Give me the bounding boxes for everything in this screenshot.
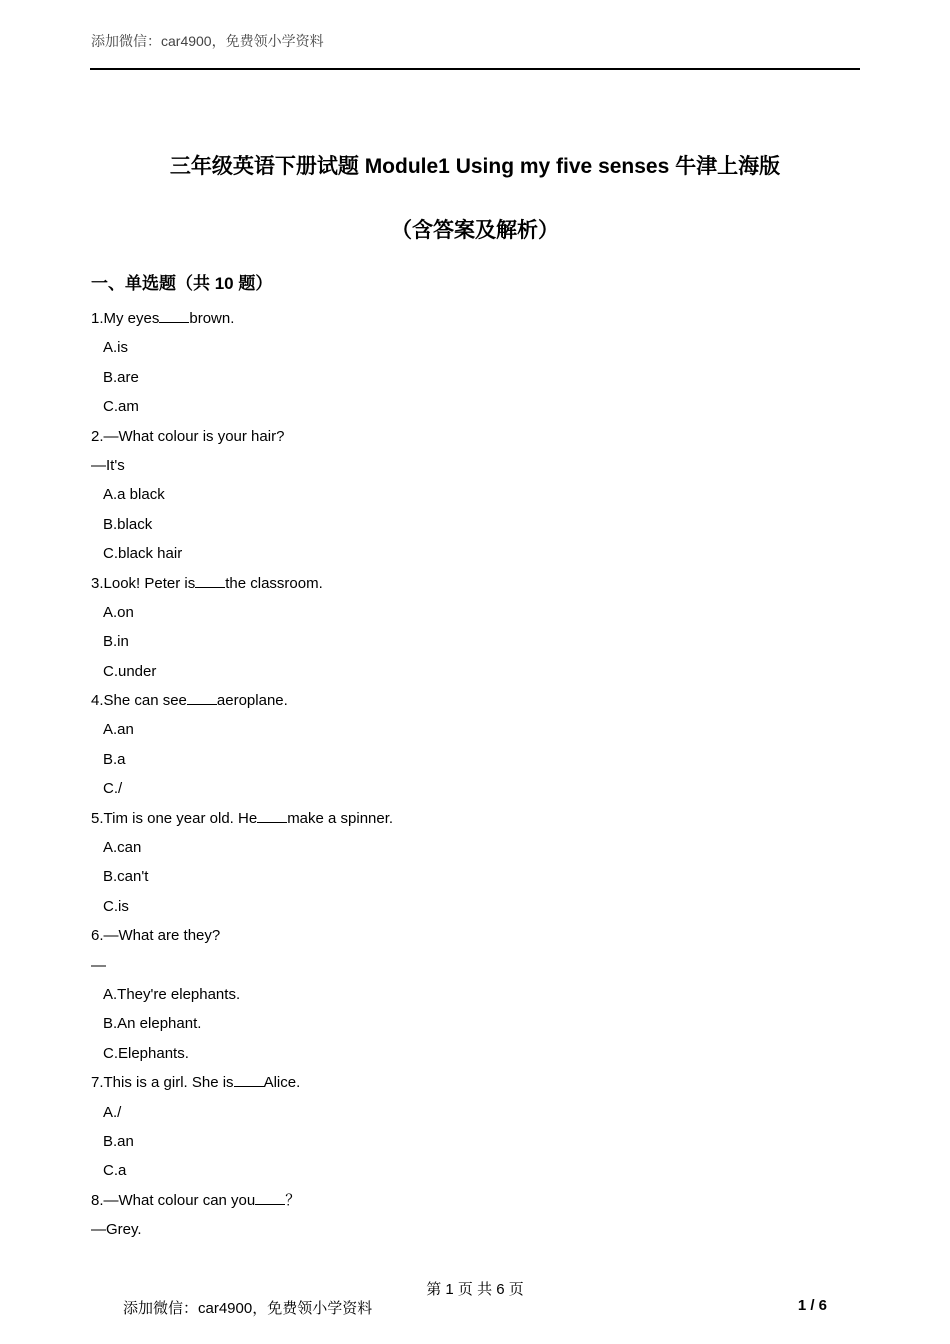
- answer-blank: [195, 574, 225, 588]
- question-stem: [91, 808, 871, 837]
- answer-option: C.Elephants.: [103, 1044, 189, 1062]
- page-indicator: 第 1 页 共 6 页: [426, 1281, 524, 1298]
- answer-option: A.an: [103, 721, 134, 739]
- question-text: 2.—What colour is your hair?: [91, 427, 285, 445]
- question-stem: [91, 426, 871, 455]
- question-text: —: [91, 956, 106, 974]
- question-text: —It's: [91, 456, 125, 474]
- question-list: [91, 308, 871, 1249]
- document-subtitle: （含答案及解析）: [391, 219, 559, 242]
- answer-option: C.under: [103, 662, 157, 680]
- section-heading: 一、单选题（共 10 题）: [91, 274, 273, 293]
- question-stem: [91, 1190, 871, 1219]
- answer-option: B.can't: [103, 868, 149, 886]
- question-stem: [91, 308, 871, 337]
- answer-blank: [159, 309, 189, 323]
- header-text: 添加微信：car4900，免费领小学资料: [91, 33, 324, 49]
- question-text: —Grey.: [91, 1221, 142, 1239]
- question-text: 6.—What are they?: [91, 927, 221, 945]
- answer-option: B.are: [103, 368, 139, 386]
- answer-option: A.is: [103, 339, 129, 357]
- answer-option: A.They're elephants.: [103, 985, 241, 1003]
- question-stem: [91, 690, 871, 719]
- question-stem: [91, 573, 871, 602]
- page-count: 1 / 6: [797, 1297, 827, 1314]
- question-line: [91, 455, 871, 484]
- question-item: [91, 690, 871, 808]
- question-text-after: the classroom.: [225, 574, 323, 592]
- question-text-after: aeroplane.: [216, 692, 288, 710]
- answer-blank: [255, 1191, 285, 1205]
- answer-blank: [187, 691, 217, 705]
- question-stem: [91, 1072, 871, 1101]
- answer-option: B.black: [103, 515, 153, 533]
- answer-option: A./: [103, 1103, 122, 1121]
- answer-blank: [257, 809, 287, 823]
- question-item: [91, 808, 871, 926]
- answer-option: A.on: [103, 603, 134, 621]
- question-item: [91, 925, 871, 1072]
- question-text: 5.Tim is one year old. He: [91, 809, 258, 827]
- footer-text: 添加微信：car4900，免费领小学资料: [123, 1300, 373, 1317]
- question-item: [91, 573, 871, 691]
- question-text-after: ？: [285, 1191, 301, 1209]
- question-text: 8.—What colour can you: [91, 1191, 256, 1209]
- question-text: 1.My eyes: [91, 310, 160, 327]
- question-item: [91, 1190, 871, 1249]
- question-line: [91, 1219, 871, 1248]
- question-text-after: brown.: [189, 310, 235, 327]
- answer-option: C.black hair: [103, 545, 183, 563]
- answer-option: B.in: [103, 633, 129, 651]
- answer-option: C.am: [103, 398, 139, 416]
- answer-option: C./: [103, 780, 123, 798]
- answer-option: A.can: [103, 839, 142, 857]
- question-text-after: Alice.: [263, 1074, 301, 1092]
- header-divider: [90, 68, 860, 70]
- answer-option: A.a black: [103, 486, 165, 504]
- question-text: 7.This is a girl. She is: [91, 1074, 234, 1092]
- question-item: [91, 1072, 871, 1190]
- answer-option: C.is: [103, 897, 129, 915]
- answer-option: C.a: [103, 1162, 127, 1180]
- question-item: [91, 426, 871, 573]
- question-stem: [91, 925, 871, 954]
- question-text-after: make a spinner.: [287, 809, 394, 827]
- answer-blank: [234, 1073, 264, 1087]
- answer-option: B.an: [103, 1132, 134, 1150]
- question-line: [91, 955, 871, 984]
- answer-option: B.a: [103, 750, 126, 768]
- question-item: [91, 308, 871, 426]
- question-text: 4.She can see: [91, 692, 187, 710]
- document-title: 三年级英语下册试题 Module1 Using my five senses 牛津上海版: [169, 155, 781, 178]
- answer-option: B.An elephant.: [103, 1015, 202, 1033]
- question-text: 3.Look! Peter is: [91, 574, 196, 592]
